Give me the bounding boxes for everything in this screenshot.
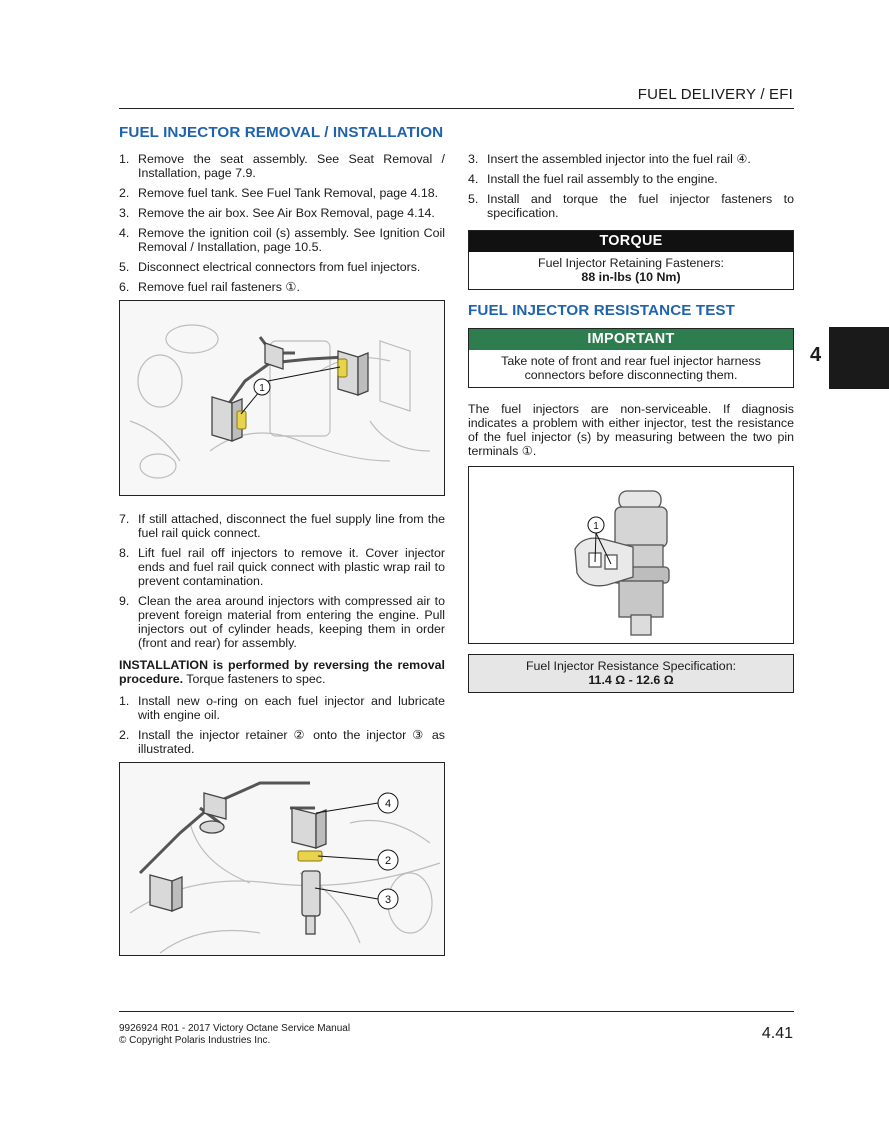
figure-injector-terminals — [468, 466, 794, 644]
step-item: 1. Remove the seat assembly. See Seat Removal / Installation, page 7.9. — [119, 152, 445, 180]
callout-label: 2 — [384, 855, 392, 867]
header-rule — [119, 108, 794, 109]
page-number: 4.41 — [761, 1025, 793, 1042]
important-box — [468, 328, 794, 388]
torque-box — [468, 230, 794, 290]
step-item: 8. Lift fuel rail off injectors to remove it. Cover injector ends and fuel rail quick connect with plastic wrap rail to prevent contamination. — [119, 546, 445, 588]
step-item: 4. Install the fuel rail assembly to the engine. — [468, 172, 718, 186]
callout-label: 3 — [384, 894, 392, 906]
torque-heading: TORQUE — [469, 231, 793, 252]
callout-label: 1 — [593, 521, 599, 532]
resistance-spec-value: 11.4 Ω - 12.6 Ω — [588, 673, 674, 687]
step-item: 3. Remove the air box. See Air Box Removal, page 4.14. — [119, 206, 435, 220]
important-heading: IMPORTANT — [469, 329, 793, 350]
footer-copyright: © Copyright Polaris Industries Inc. — [119, 1035, 271, 1046]
resistance-spec-box — [468, 654, 794, 693]
step-item: 7. If still attached, disconnect the fuel supply line from the fuel rail quick connect. — [119, 512, 445, 540]
figure-injector-assembly — [119, 762, 445, 956]
install-steps-continued — [468, 152, 794, 220]
install-steps — [119, 694, 445, 756]
footer-info — [119, 1023, 350, 1047]
step-item: 5. Disconnect electrical connectors from fuel injectors. — [119, 260, 421, 274]
step-item: 6. Remove fuel rail fasteners ①. — [119, 280, 300, 294]
callout-label: 4 — [384, 798, 392, 810]
chapter-tab — [829, 327, 889, 389]
step-item: 2. Install the injector retainer ② onto the injector ③ as illustrated. — [119, 728, 445, 756]
removal-steps-continued — [119, 512, 445, 650]
step-item: 3. Insert the assembled injector into the fuel rail ④. — [468, 152, 751, 166]
figure-fuel-rail-fasteners — [119, 300, 445, 496]
torque-body — [469, 252, 793, 289]
torque-label: Fuel Injector Retaining Fasteners: — [538, 256, 724, 270]
footer-manual-title: 9926924 R01 - 2017 Victory Octane Service Manual — [119, 1023, 351, 1034]
torque-value: 88 in-lbs (10 Nm) — [581, 270, 681, 284]
running-header: FUEL DELIVERY / EFI — [637, 86, 793, 103]
footer-rule — [119, 1011, 794, 1012]
step-item: 5. Install and torque the fuel injector fasteners to specification. — [468, 192, 794, 220]
section-title-resistance: FUEL INJECTOR RESISTANCE TEST — [468, 302, 736, 319]
step-item: 9. Clean the area around injectors with compressed air to prevent foreign material from entering the engine. Pull injectors out of cylinder heads, keeping them in order (front and rear) for assembly. — [119, 594, 445, 650]
section-title-removal: FUEL INJECTOR REMOVAL / INSTALLATION — [119, 124, 444, 141]
chapter-number: 4 — [810, 344, 822, 366]
step-item: 4. Remove the ignition coil (s) assembly. See Ignition Coil Removal / Installation, page 10.5. — [119, 226, 445, 254]
important-text: Take note of front and rear fuel injector harness connectors before disconnecting them. — [501, 354, 761, 382]
step-item: 2. Remove fuel tank. See Fuel Tank Removal, page 4.18. — [119, 186, 439, 200]
resistance-spec-label: Fuel Injector Resistance Specification: — [525, 659, 737, 673]
left-column — [119, 126, 445, 956]
step-item: 1. Install new o-ring on each fuel injector and lubricate with engine oil. — [119, 694, 445, 722]
callout-label: 1 — [259, 383, 265, 394]
installation-note: INSTALLATION is performed by reversing the removal procedure. Torque fasteners to spec. — [119, 658, 445, 686]
resistance-paragraph: The fuel injectors are non-serviceable. If diagnosis indicates a problem with either injector, test the resistance of the fuel injector (s) by measuring between the two pin terminals ①. — [468, 402, 794, 458]
right-column — [468, 152, 794, 693]
removal-steps — [119, 152, 445, 294]
